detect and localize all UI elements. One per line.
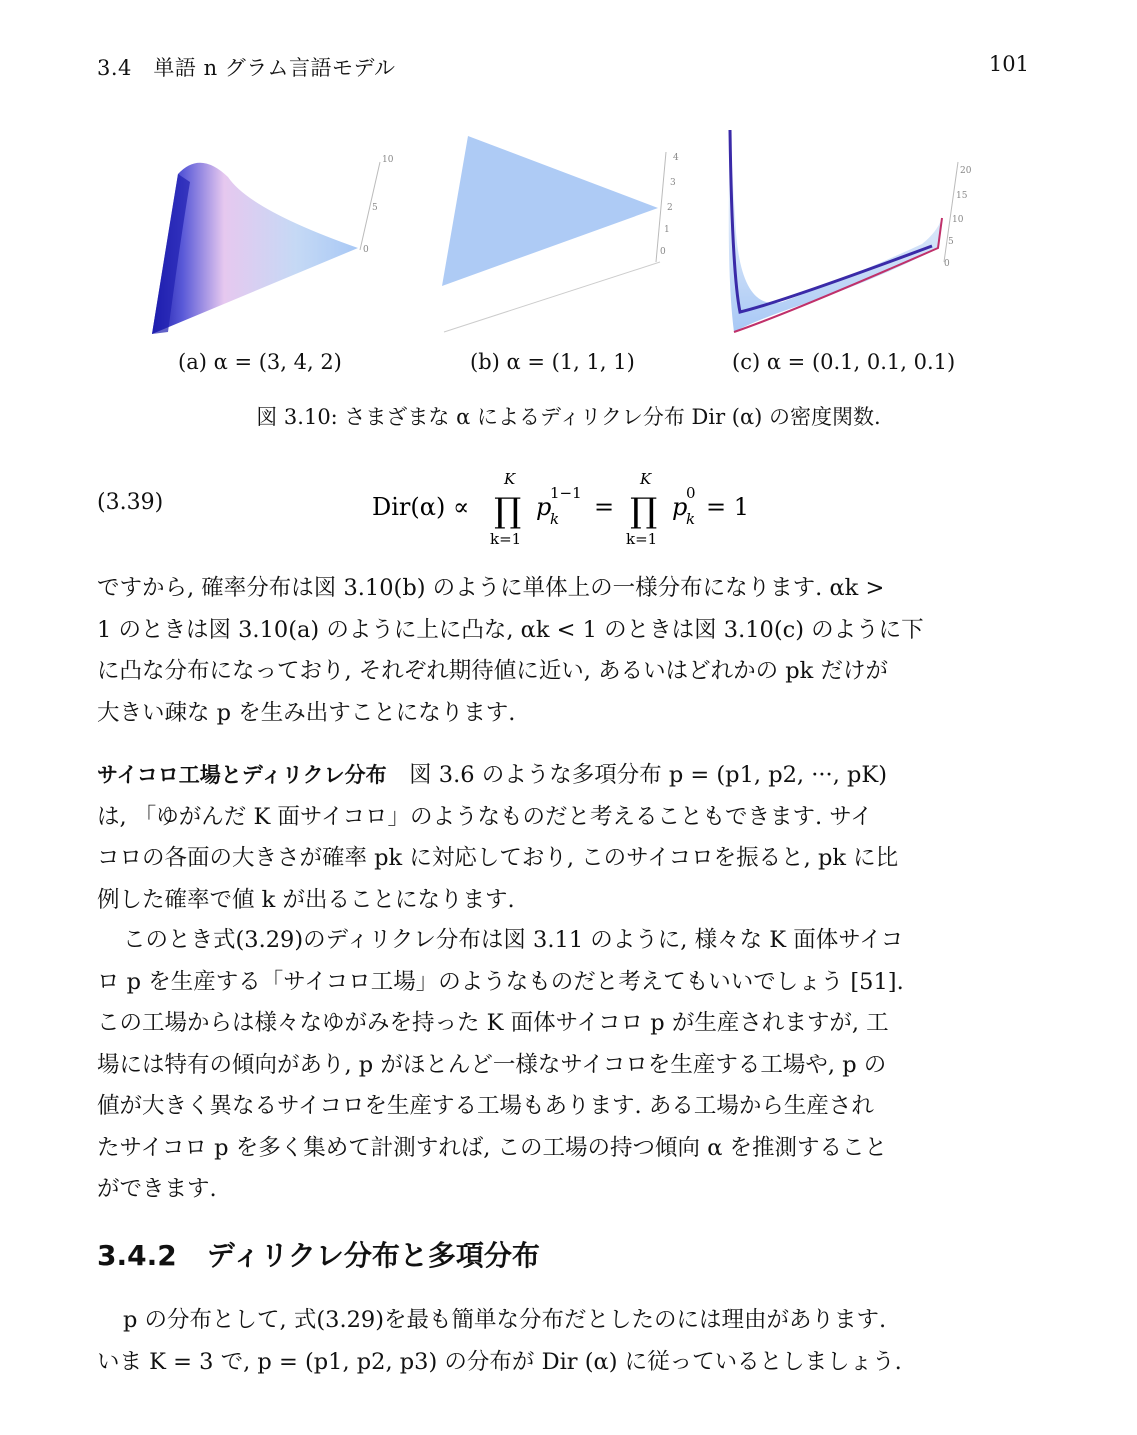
eq-prod1-bottom: k=1 — [490, 530, 522, 548]
axis-c-tick-10: 10 — [952, 215, 964, 225]
axis-b-tick-2: 2 — [667, 203, 673, 213]
paragraph-1 — [97, 568, 1030, 734]
para3-line-2: ロ p を生産する「サイコロ工場」のようなものだと考えてもいいでしょう [51]. — [97, 968, 904, 995]
subcaption-a: (a) α = (3, 4, 2) — [178, 350, 342, 374]
para4-line-2: いま K = 3 で, p = (p1, p2, p3) の分布が Dir (α) に従っているとしましょう. — [97, 1348, 902, 1375]
para4-line-1: p の分布として, 式(3.29)を最も簡単な分布だとしたのには理由があります. — [123, 1307, 887, 1333]
plot-c-sparse — [722, 122, 972, 342]
subcaption-c: (c) α = (0.1, 0.1, 0.1) — [732, 350, 956, 374]
eq-term1-sub: k — [550, 510, 560, 528]
para2-line-4: 例した確率で値 k が出ることになります. — [97, 886, 515, 913]
para3-line-3: この工場からは様々なゆがみを持った K 面体サイコロ p が生産されますが, 工 — [97, 1010, 889, 1036]
section-heading — [97, 1234, 540, 1274]
axis-b-tick-4: 4 — [673, 153, 679, 163]
plot-b-uniform — [440, 122, 680, 342]
running-head: 3.4 単語 n グラム言語モデル — [97, 56, 396, 80]
figure-caption: 図 3.10: さまざまな α によるディリクレ分布 Dir (α) の密度関数. — [256, 405, 881, 429]
eq-term1-base: p — [536, 493, 552, 521]
para3-line-7: ができます. — [97, 1176, 217, 1202]
eq-rhs: = 1 — [706, 493, 750, 521]
section-title: ディリクレ分布と多項分布 — [206, 1239, 540, 1272]
paragraph-4 — [97, 1300, 1030, 1383]
axis-b-tick-3: 3 — [670, 178, 676, 188]
page-number: 101 — [988, 52, 1029, 76]
eq-term2-sub: k — [686, 510, 696, 528]
axis-c-tick-5: 5 — [948, 237, 954, 247]
runin-heading: サイコロ工場とディリクレ分布 — [97, 763, 387, 787]
para3-line-1: このとき式(3.29)のディリクレ分布は図 3.11 のように, 様々な K 面体サイコ — [123, 927, 904, 953]
eq-term2-base: p — [672, 493, 688, 521]
section-number: 3.4.2 — [97, 1239, 177, 1272]
eq-prod2-top: K — [640, 470, 652, 488]
para1-line-3: に凸な分布になっており, それぞれ期待値に近い, あるいはどれかの pk だけが — [97, 658, 888, 684]
axis-c-tick-20: 20 — [960, 166, 972, 176]
para2-line-2: は, 「ゆがんだ K 面サイコロ」のようなものだと考えることもできます. サイ — [97, 803, 873, 830]
eq-equals-1: = — [594, 493, 615, 521]
para3-line-4: 場には特有の傾向があり, p がほとんど一様なサイコロを生産する工場や, p の — [97, 1051, 887, 1078]
plot-a-asymmetric — [150, 122, 394, 342]
para3-line-5: 値が大きく異なるサイコロを生産する工場もあります. ある工場から生産され — [97, 1093, 874, 1119]
equation-number: (3.39) — [97, 490, 164, 515]
axis-a-tick-5: 5 — [372, 203, 378, 213]
eq-prod2-symbol: ∏ — [630, 491, 658, 531]
axis-b-tick-1: 1 — [664, 225, 670, 235]
para1-line-2: 1 のときは図 3.10(a) のように上に凸な, αk < 1 のときは図 3.10(c) のように下 — [97, 616, 924, 643]
para2-line-1: 図 3.6 のような多項分布 p = (p1, p2, ···, pK) — [409, 762, 887, 788]
axis-a-tick-10: 10 — [382, 155, 394, 165]
axis-a-tick-0: 0 — [363, 245, 369, 255]
para1-line-1: ですから, 確率分布は図 3.10(b) のように単体上の一様分布になります. αk > — [97, 575, 885, 601]
axis-c-tick-0: 0 — [944, 259, 950, 269]
eq-lhs: Dir(α) ∝ — [372, 493, 470, 521]
eq-term2-sup: 0 — [686, 484, 696, 502]
equation-3-39 — [372, 470, 772, 550]
para2-line-3: コロの各面の大きさが確率 pk に対応しており, このサイコロを振ると, pk に比 — [97, 845, 899, 871]
paragraph-3 — [97, 920, 1030, 1211]
eq-prod1-top: K — [504, 470, 516, 488]
subcaption-b: (b) α = (1, 1, 1) — [470, 350, 635, 374]
eq-prod1-symbol: ∏ — [494, 491, 522, 531]
axis-c-tick-15: 15 — [956, 191, 968, 201]
para1-line-4: 大きい疎な p を生み出すことになります. — [97, 699, 516, 726]
axis-b-tick-0: 0 — [660, 247, 666, 257]
para3-line-6: たサイコロ p を多く集めて計測すれば, この工場の持つ傾向 α を推測すること — [97, 1134, 888, 1161]
eq-prod2-bottom: k=1 — [626, 530, 658, 548]
paragraph-2 — [97, 755, 1030, 921]
eq-term1-sup: 1−1 — [550, 484, 582, 502]
